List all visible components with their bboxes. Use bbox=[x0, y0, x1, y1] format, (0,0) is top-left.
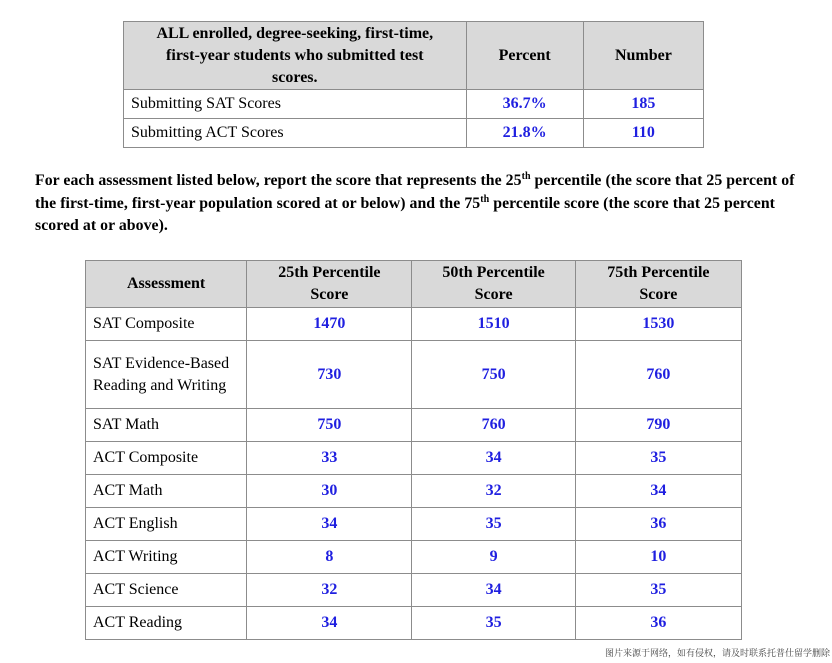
p50-value: 750 bbox=[412, 341, 575, 409]
assessment-header: Assessment bbox=[86, 261, 247, 308]
assessment-name: ACT Math bbox=[86, 475, 247, 508]
table-header-row bbox=[124, 22, 704, 90]
table-row bbox=[86, 442, 742, 475]
percent-value: 21.8% bbox=[466, 119, 583, 148]
p50-value: 35 bbox=[412, 508, 575, 541]
percent-header: Percent bbox=[466, 22, 583, 90]
table-row bbox=[86, 409, 742, 442]
p25-value: 730 bbox=[247, 341, 412, 409]
p25-value: 33 bbox=[247, 442, 412, 475]
assessment-name: ACT Composite bbox=[86, 442, 247, 475]
assessment-name: SAT Evidence-Based Reading and Writing bbox=[86, 341, 247, 409]
p75-value: 10 bbox=[575, 541, 741, 574]
table-row bbox=[124, 119, 704, 148]
population-header: ALL enrolled, degree-seeking, first-time, first-year students who submitted test scores. bbox=[124, 22, 467, 90]
table-row bbox=[86, 508, 742, 541]
instructions-paragraph bbox=[35, 170, 795, 238]
p25-value: 8 bbox=[247, 541, 412, 574]
p50-value: 760 bbox=[412, 409, 575, 442]
p50-header: 50th Percentile Score bbox=[412, 261, 575, 308]
assessment-name: ACT Reading bbox=[86, 607, 247, 640]
table-row bbox=[86, 607, 742, 640]
percentile-scores-table bbox=[85, 260, 742, 640]
p50-value: 1510 bbox=[412, 308, 575, 341]
p75-value: 1530 bbox=[575, 308, 741, 341]
assessment-name: ACT Writing bbox=[86, 541, 247, 574]
p75-value: 36 bbox=[575, 508, 741, 541]
p75-header: 75th Percentile Score bbox=[575, 261, 741, 308]
p25-value: 34 bbox=[247, 607, 412, 640]
row-label: Submitting SAT Scores bbox=[124, 90, 467, 119]
p25-value: 34 bbox=[247, 508, 412, 541]
assessment-name: ACT English bbox=[86, 508, 247, 541]
table-header-row bbox=[86, 261, 742, 308]
p75-value: 34 bbox=[575, 475, 741, 508]
p25-value: 1470 bbox=[247, 308, 412, 341]
p25-value: 32 bbox=[247, 574, 412, 607]
p50-value: 35 bbox=[412, 607, 575, 640]
row-label: Submitting ACT Scores bbox=[124, 119, 467, 148]
table-row bbox=[86, 541, 742, 574]
ordinal-suffix: th bbox=[521, 171, 531, 182]
table-row bbox=[86, 341, 742, 409]
p25-header: 25th Percentile Score bbox=[247, 261, 412, 308]
p25-value: 750 bbox=[247, 409, 412, 442]
p75-value: 36 bbox=[575, 607, 741, 640]
p25-value: 30 bbox=[247, 475, 412, 508]
ordinal-suffix: th bbox=[480, 193, 490, 205]
p50-value: 9 bbox=[412, 541, 575, 574]
table-row bbox=[86, 574, 742, 607]
p75-value: 35 bbox=[575, 574, 741, 607]
p50-value: 34 bbox=[412, 442, 575, 475]
percent-value: 36.7% bbox=[466, 90, 583, 119]
instructions-text: For each assessment listed below, report the score that represents the 25 bbox=[35, 172, 522, 189]
p75-value: 790 bbox=[575, 409, 741, 442]
number-header: Number bbox=[583, 22, 703, 90]
p75-value: 35 bbox=[575, 442, 741, 475]
table-row bbox=[86, 475, 742, 508]
number-value: 110 bbox=[583, 119, 703, 148]
number-value: 185 bbox=[583, 90, 703, 119]
assessment-name: SAT Math bbox=[86, 409, 247, 442]
test-submission-table bbox=[123, 21, 704, 148]
table-row bbox=[86, 308, 742, 341]
table-row bbox=[124, 90, 704, 119]
instructions-text: percentile (the score that 25 percent of the first-time, first-year population scored at or below) and the 75 bbox=[35, 172, 795, 212]
p50-value: 34 bbox=[412, 574, 575, 607]
p75-value: 760 bbox=[575, 341, 741, 409]
assessment-name: ACT Science bbox=[86, 574, 247, 607]
assessment-name: SAT Composite bbox=[86, 308, 247, 341]
watermark-text: 图片来源于网络，如有侵权，请及时联系托普仕留学删除 bbox=[604, 649, 830, 659]
instructions-text: percentile score (the score that 25 percent scored at or above). bbox=[35, 194, 775, 234]
p50-value: 32 bbox=[412, 475, 575, 508]
